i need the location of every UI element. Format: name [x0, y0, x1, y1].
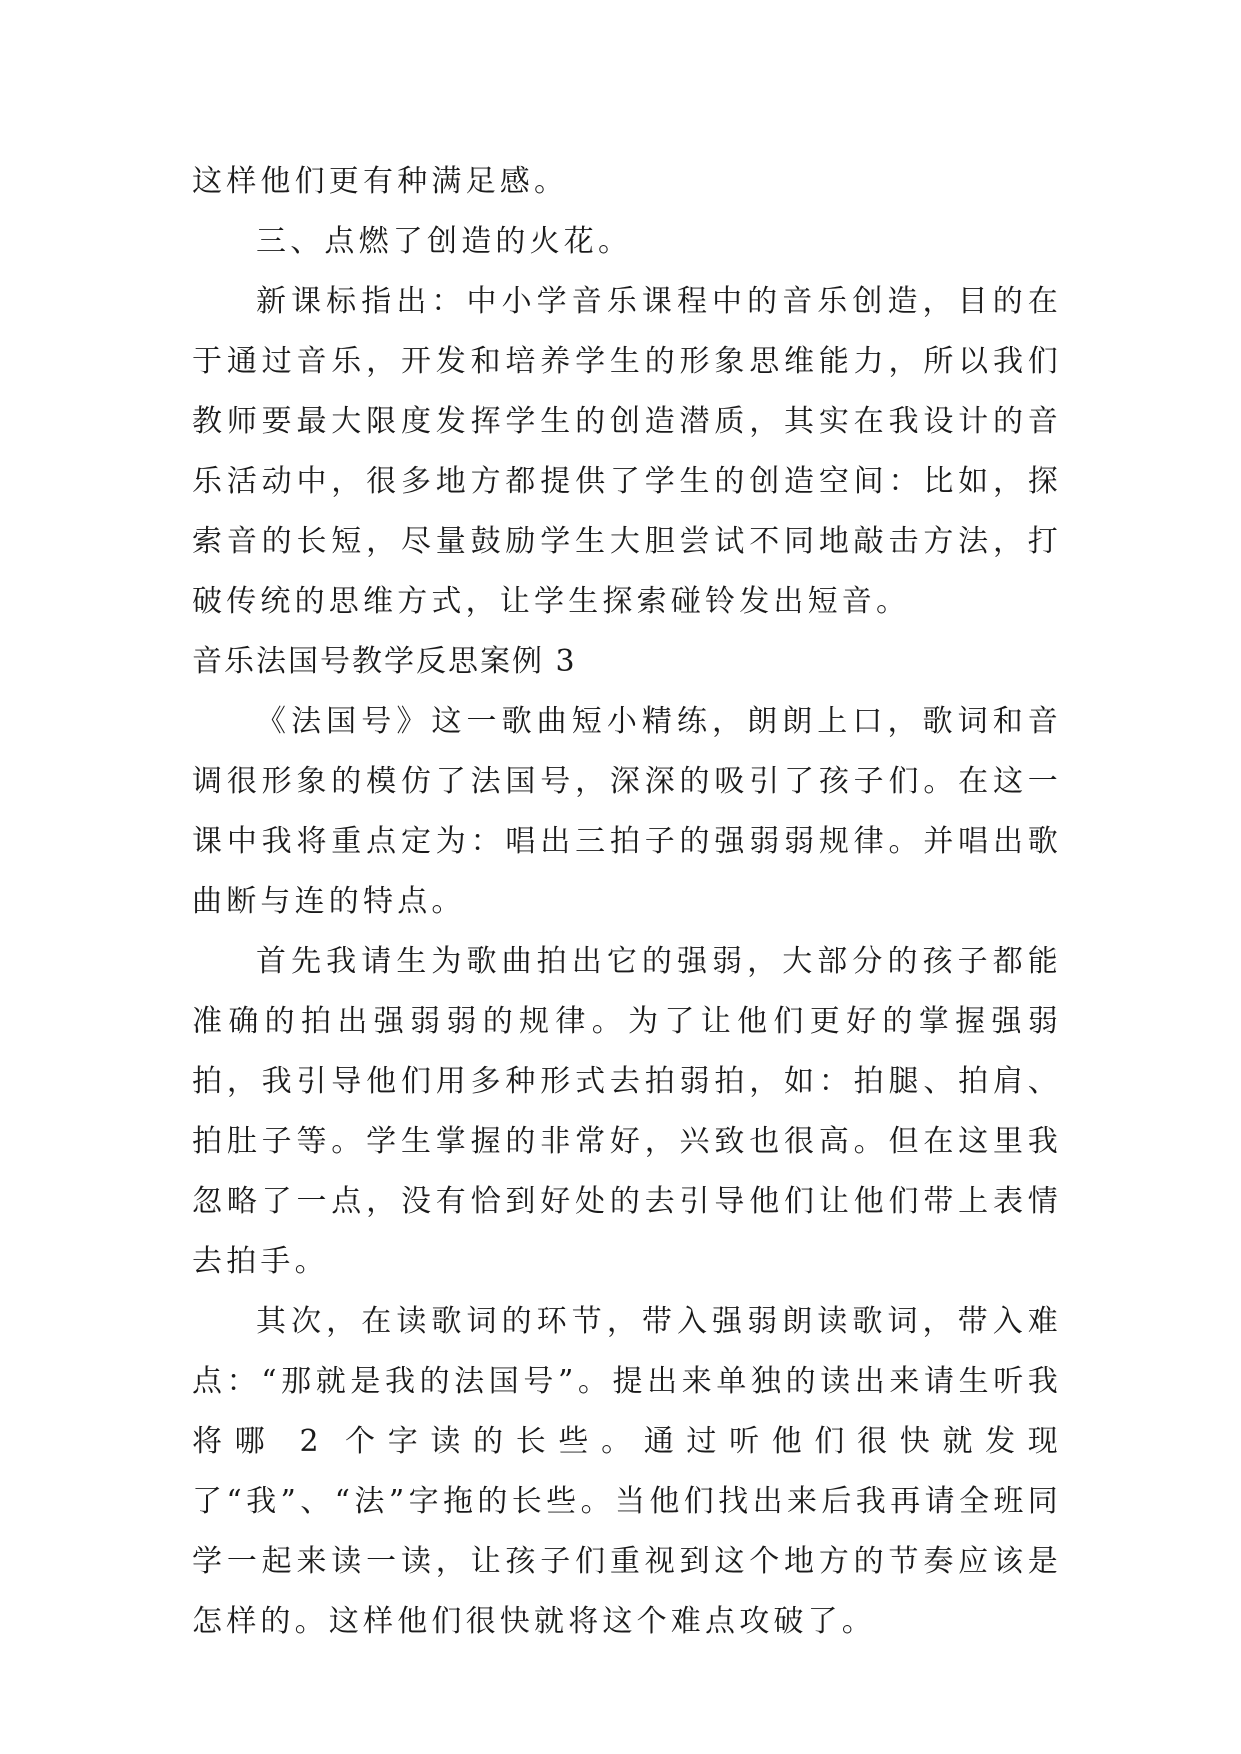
paragraph-new-curriculum: 新课标指出：中小学音乐课程中的音乐创造，目的在于通过音乐，开发和培养学生的形象思维能力，所以我们教师要最大限度发挥学生的创造潜质，其实在我设计的音乐活动中，很多地方都提供了学生的创造空间：比如，探索音的长短，尽量鼓励学生大胆尝试不同地敲击方法，打破传统的思维方式，让学生探索碰铃发出短音。: [192, 284, 1062, 619]
paragraph-second-step: 其次，在读歌词的环节，带入强弱朗读歌词，带入难点：“那就是我的法国号”。提出来单独的读出来请生听我将哪 2 个字读的长些。通过听他们很快就发现了“我”、“法”字拖的长些。当他们找出来后我再请全班同学一起来读一读，让孩子们重视到这个地方的节奏应该是怎样的。这样他们很快就将这个难点攻破了。: [192, 1304, 1062, 1639]
paragraph-song-intro: 《法国号》这一歌曲短小精练，朗朗上口，歌词和音调很形象的模仿了法国号，深深的吸引了孩子们。在这一课中我将重点定为：唱出三拍子的强弱弱规律。并唱出歌曲断与连的特点。: [192, 704, 1062, 919]
section-heading-3: 三、点燃了创造的火花。: [256, 224, 633, 259]
paragraph-first-step: 首先我请生为歌曲拍出它的强弱，大部分的孩子都能准确的拍出强弱弱的规律。为了让他们更好的掌握强弱拍，我引导他们用多种形式去拍弱拍，如：拍腿、拍肩、拍肚子等。学生掌握的非常好，兴致也很高。但在这里我忽略了一点，没有恰到好处的去引导他们让他们带上表情去拍手。: [192, 944, 1062, 1279]
document-body: [192, 152, 1062, 1652]
paragraph-continuation: 这样他们更有种满足感。: [192, 164, 569, 199]
case-title: 音乐法国号教学反思案例 3: [192, 644, 577, 679]
